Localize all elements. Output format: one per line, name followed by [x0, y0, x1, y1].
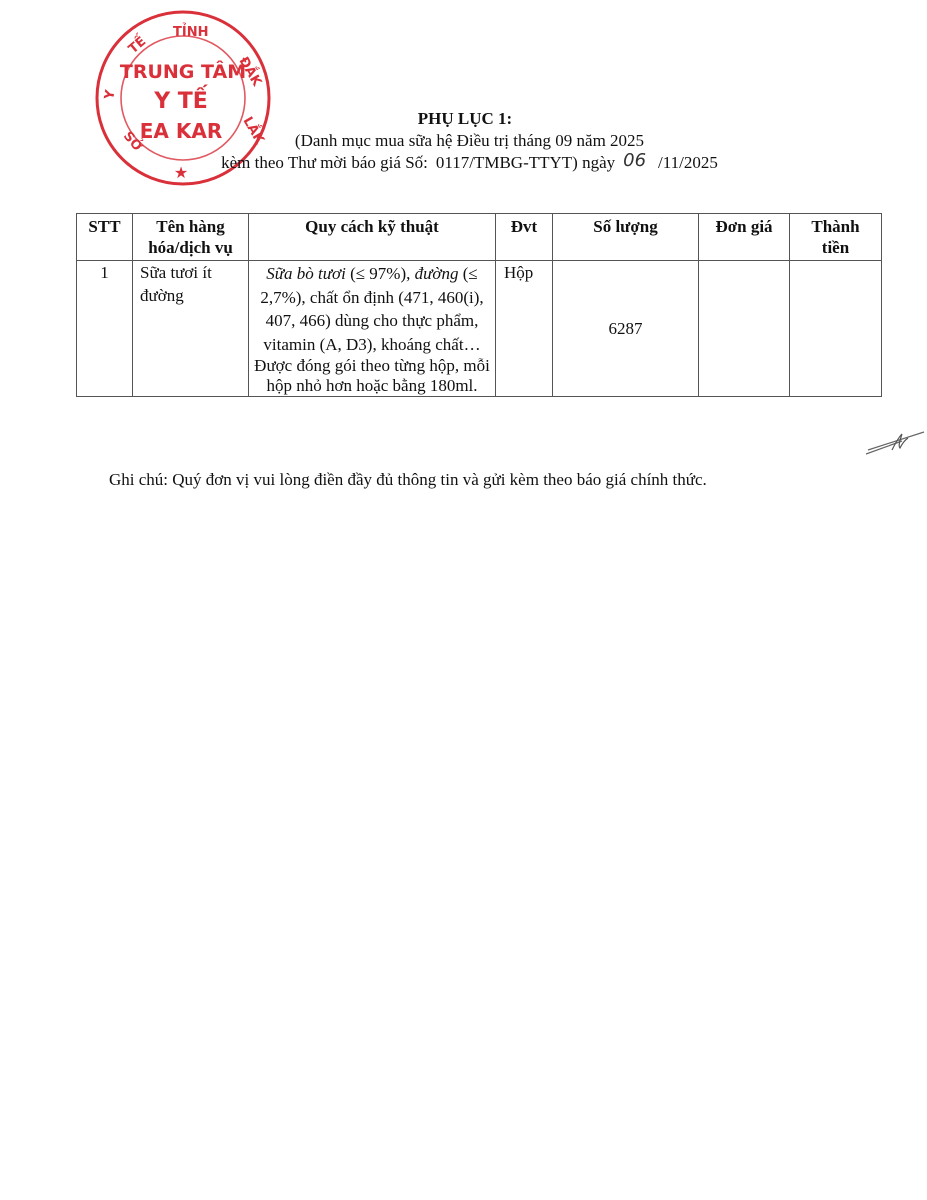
cell-quantity: 6287 — [553, 261, 699, 397]
stamp-outer-bottom: SỞ — [119, 128, 145, 155]
stamp-outer-right: ĐẮK — [235, 54, 265, 89]
signature-mark — [862, 424, 927, 460]
stamp-line-2: Y TẾ — [154, 89, 208, 114]
header-total-line-1: Thành — [811, 217, 860, 236]
header-name — [133, 214, 249, 261]
footnote: Ghi chú: Quý đơn vị vui lòng điền đầy đủ thông tin và gửi kèm theo báo giá chính thức. — [109, 470, 707, 489]
header-unit-price: Đơn giá — [699, 214, 790, 261]
cell-specification — [249, 261, 496, 397]
header-spec: Quy cách kỹ thuật — [249, 214, 496, 261]
reference-prefix: kèm theo Thư mời báo giá Số: — [221, 153, 428, 172]
header-name-line-1: Tên hàng — [156, 217, 225, 236]
header-stt: STT — [77, 214, 133, 261]
document-header — [0, 108, 927, 175]
stamp-line-3: EA KAR — [139, 119, 223, 143]
header-total-line-2: tiền — [821, 238, 850, 257]
cell-unit: Hộp — [496, 261, 553, 397]
stamp-outer-left-2: TẾ — [125, 34, 150, 58]
reference-suffix: /11/2025 — [658, 153, 718, 172]
table-header-row — [77, 214, 882, 261]
spec-packaging: Được đóng gói theo từng hộp, mỗi hộp nhỏ hơn hoặc bằng 180ml. — [254, 356, 490, 395]
header-unit: Đvt — [496, 214, 553, 261]
stamp-line-1: TRUNG TÂM — [119, 61, 247, 83]
spec-italic-milk: Sữa bò tươi — [266, 264, 346, 283]
spec-text-2: (≤ 2,7%), chất ổn định (471, 460(i), 407, 466) dùng cho thực phẩm, vitamin (A, D3), khoáng chất… — [260, 264, 484, 354]
header-quantity: Số lượng — [553, 214, 699, 261]
stamp-outer-right-2: LẮK — [239, 114, 267, 147]
table-row — [77, 261, 882, 397]
reference-line — [0, 151, 927, 175]
spec-text-1: (≤ 97%), — [345, 264, 415, 283]
reference-number: 0117/TMBG-TTYT) ngày — [435, 153, 616, 172]
reference-day-handwritten: 06 — [623, 150, 647, 171]
appendix-title: PHỤ LỤC 1: — [417, 109, 513, 128]
cell-total — [790, 261, 882, 397]
appendix-subtitle: (Danh mục mua sữa hệ Điều trị tháng 09 năm 2025 — [294, 131, 645, 150]
spec-italic-sugar: đường — [414, 264, 459, 283]
stamp-outer-top: TỈNH — [173, 25, 209, 40]
header-name-line-2: hóa/dịch vụ — [148, 238, 233, 257]
header-total — [790, 214, 882, 261]
cell-product-name: Sữa tươi ít đường — [133, 261, 249, 397]
stamp-outer-left-1: Y — [102, 88, 119, 101]
stamp-star-icon: ★ — [173, 163, 189, 182]
product-table — [76, 213, 882, 397]
spec-composition — [253, 261, 491, 356]
cell-unit-price — [699, 261, 790, 397]
cell-stt: 1 — [77, 261, 133, 397]
